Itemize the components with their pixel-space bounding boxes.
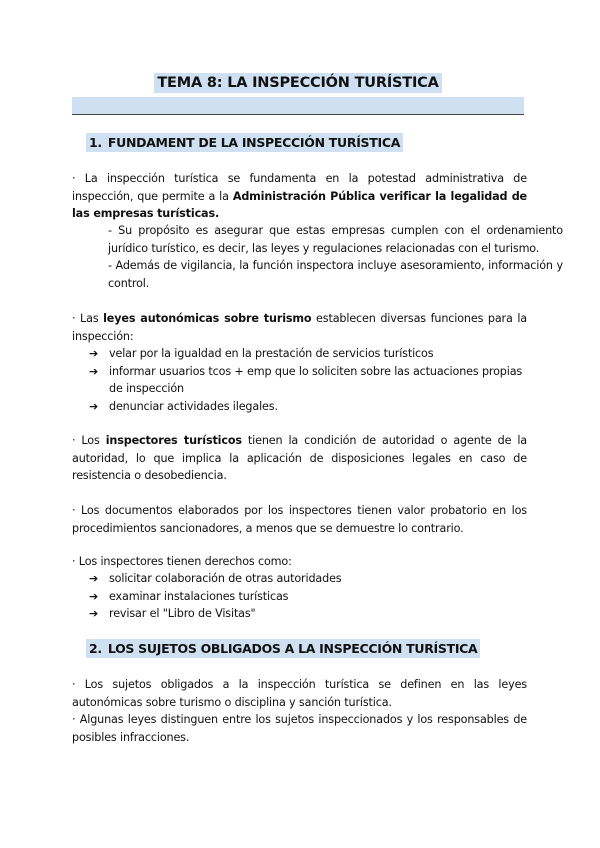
paragraph-text: · Las [72,312,104,325]
list-item [72,398,527,416]
section2-heading-highlight [86,639,480,658]
paragraph-text: · Algunas leyes distinguen entre los sujetos inspeccionados y los responsables de posibles infracciones. [72,713,527,744]
list-item [72,345,527,363]
list-item-text: informar usuarios tcos + emp que lo soliciten sobre las actuaciones propias de inspección [109,364,523,395]
section1-functions-list [72,345,527,415]
section1-rights-list [72,570,527,623]
section1-paragraph-1 [72,170,527,223]
paragraph-text: establecen diversas funciones para la inspección: [72,312,528,343]
paragraph-text: · Los documentos elaborados por los inspectores tienen valor probatorio en los procedimientos sancionadores, a menos que se demuestre lo contrario. [72,504,527,535]
paragraph-text: · Los [72,434,106,447]
arrow-bullet-icon: ➔ [89,572,99,585]
paragraph-text: · La inspección turística se fundamenta en la potestad administrativa de inspección, que permite a la [72,172,527,203]
paragraph-text: tienen la condición de autoridad o agente de la autoridad, lo que implica la aplicación de disposiciones legales en caso de resistencia o desobediencia. [72,434,528,482]
arrow-bullet-icon: ➔ [89,607,99,620]
section2-paragraph-2 [72,711,527,746]
sub-point-text: - Además de vigilancia, la función inspectora incluye asesoramiento, información y control. [108,259,563,290]
list-item-text: solicitar colaboración de otras autoridades [109,572,342,585]
list-item-text: revisar el "Libro de Visitas" [109,607,256,620]
section1-heading [86,135,403,150]
title-underline-bar [72,97,524,115]
arrow-bullet-icon: ➔ [89,589,99,603]
document-title: TEMA 8: LA INSPECCIÓN TURÍSTICA [154,73,441,93]
section2-heading [86,641,480,656]
list-item [72,570,527,588]
section1-paragraph-4 [72,502,527,537]
section1-paragraph-2 [72,310,527,345]
paragraph-bold-text: Administración Pública verificar la legalidad de las empresas turísticas. [72,189,527,220]
list-item [72,588,527,606]
list-item-text: examinar instalaciones turísticas [109,589,289,603]
paragraph-bold-text: leyes autonómicas sobre turismo [103,312,312,325]
list-item-text: velar por la igualdad en la prestación de servicios turísticos [109,347,434,360]
section2-number: 2. [89,641,102,656]
section1-paragraph-3 [72,432,527,485]
list-item [72,363,527,398]
section2-paragraph-1 [72,676,527,711]
paragraph-text: · Los sujetos obligados a la inspección turística se definen en las leyes autonómicas sobre turismo o disciplina y sanción turística. [72,678,527,709]
list-item-text: denunciar actividades ilegales. [109,399,278,413]
arrow-bullet-icon: ➔ [89,399,99,413]
section1-heading-highlight [86,133,403,152]
arrow-bullet-icon: ➔ [89,347,99,360]
section1-paragraph-1-sub-2 [72,257,563,292]
arrow-bullet-icon: ➔ [89,364,99,378]
paragraph-text: · Los inspectores tienen derechos como: [72,555,292,568]
section1-paragraph-1-sub-1 [72,222,563,257]
paragraph-bold-text: inspectores turísticos [105,434,242,447]
section2-heading-text: LOS SUJETOS OBLIGADOS A LA INSPECCIÓN TURÍSTICA [107,641,478,656]
section1-paragraph-5 [72,553,527,571]
title-wrapper [72,72,524,93]
section1-heading-text: FUNDAMENT DE LA INSPECCIÓN TURÍSTICA [107,135,401,150]
section1-number: 1. [89,135,102,150]
list-item [72,605,527,623]
sub-point-text: - Su propósito es asegurar que estas empresas cumplen con el ordenamiento jurídico turístico, es decir, las leyes y regulaciones relacionadas con el turismo. [108,224,563,255]
